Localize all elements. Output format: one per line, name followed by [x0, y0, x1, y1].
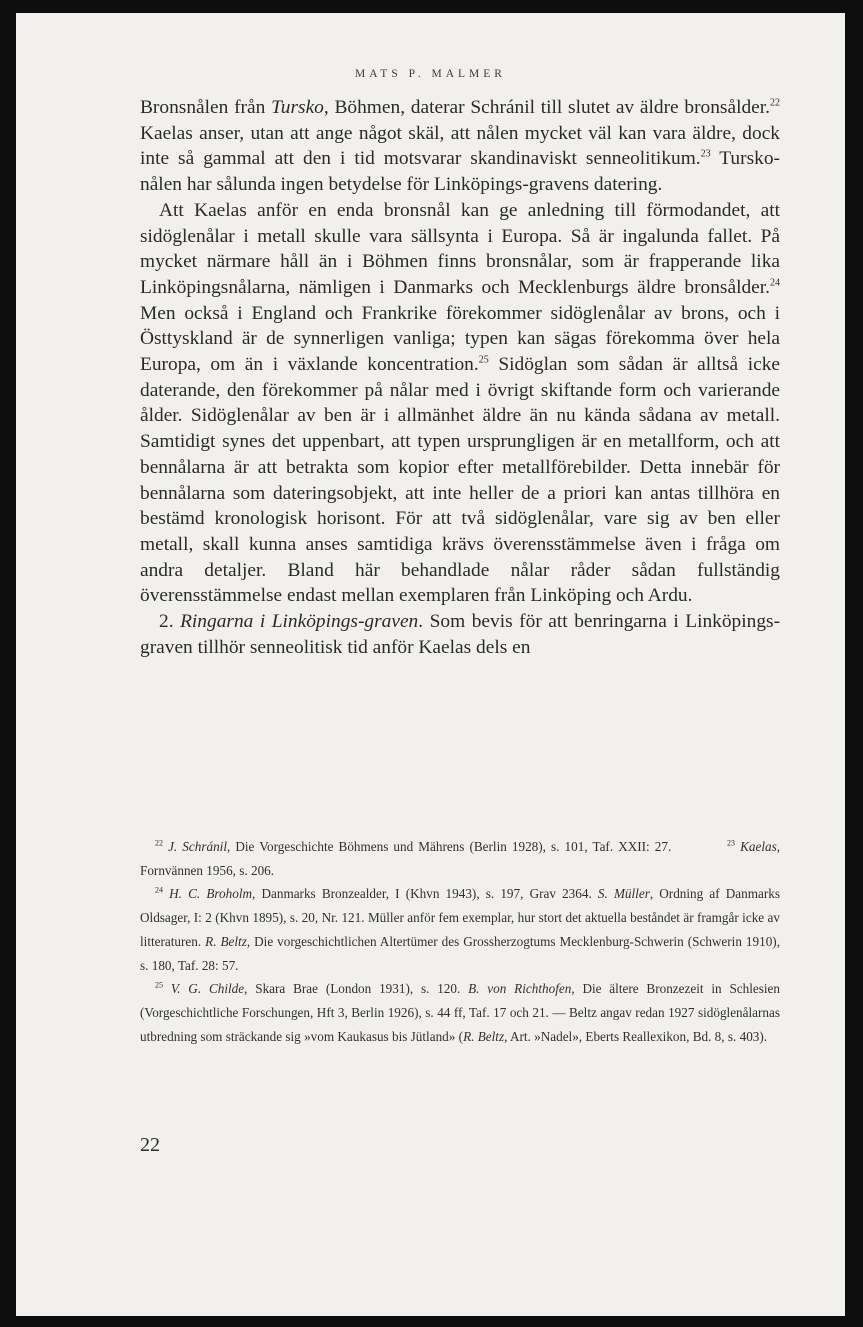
footnote-22-23: $^{22}$ J. Schránil, Die Vorgeschichte Böhmens und Mährens (Berlin 1928), s. 101, Taf. XXII: 27. $^{23}$ Kaelas, Fornvännen 1956, s. 206. [140, 838, 781, 878]
footnote-ref: 24 [770, 277, 780, 289]
footnote-25: $^{25}$ V. G. Childe, Skara Brae (London 1931), s. 120. B. von Richthofen, Die ältere Bronzezeit in Schlesien (Vorgeschichtliche Forschungen, Hft 3, Berlin 1926), s. 44 ff, Taf. 17 och 21. — Beltz angav redan 1927 sidöglenålarnas utbredning som sträckande sig »vom Kaukasus bis Jütland» (R. Beltz, Art. »Nadel», Eberts Reallexikon, Bd. 8, s. 403). [140, 980, 780, 1044]
footnote-24: $^{24}$ H. C. Broholm, Danmarks Bronzealder, I (Khvn 1943), s. 197, Grav 2364. S. Müller, Ordning af Danmarks Oldsager, I: 2 (Khvn 1895), s. 20, Nr. 121. Müller anför fem exemplar, hur stort det aktuella beståndet är framgår icke av litteraturen. R. Beltz, Die vorgeschichtlichen Altertümer des Grossherzogtums Mecklenburg-Schwerin (Schwerin 1910), s. 180, Taf. 28: 57. [140, 886, 780, 973]
italic-place-name: Tursko [271, 97, 324, 118]
book-page [16, 13, 845, 1316]
paragraph-1: Bronsnålen från Tursko, Böhmen, daterar Schránil till slutet av äldre bronsålder.$^{22}$ Kaelas anser, utan att ange något skäl, att nålen mycket väl kan vara äldre, dock inte så gammal att den i tid motsvarar skandinaviskt senneolitikum.$^{23}$ Tursko-nålen har sålunda ingen betydelse för Linköpings-gravens datering. [140, 97, 781, 196]
paragraph-3: 2. Ringarna i Linköpings-graven. Som bevis för att benringarna i Linköpings-graven tillhör senneolitisk tid anför Kaelas dels en [140, 611, 781, 658]
section-title: Ringarna i Linköpings-graven [180, 611, 419, 633]
footnote-ref: 22 [770, 97, 781, 109]
running-head: MATS P. MALMER [355, 68, 506, 80]
footnote-ref: 23 [700, 148, 711, 160]
page-number: 22 [140, 1134, 160, 1156]
body-text [140, 95, 780, 660]
section-number: 2. [159, 611, 181, 633]
footnote-ref: 25 [478, 354, 489, 366]
paragraph-2: Att Kaelas anför en enda bronsnål kan ge anledning till förmodandet, att sidöglenålar i metall skulle vara sällsynta i Europa. Så är ingalunda fallet. På mycket närmare håll än i Böhmen finns bronsnålar, som är frapperande lika Linköpingsnålarna, nämligen i Danmarks och Mecklenburgs äldre bronsålder.$^{24}$ Men också i England och Frankrike förekommer sidöglenålar av brons, och i Östtyskland är de synnerligen vanliga; typen kan sägas förekomma över hela Europa, om än i växlande koncentration.$^{25}$ Sidöglan som sådan är alltså icke daterande, den förekommer på nålar med i övrigt skiftande form och varierande ålder. Sidöglenålar av ben är i allmänhet äldre än nu kända sådana av metall. Samtidigt synes det uppenbart, att typen ursprungligen är en metallform, och att bennålarna är att betrakta som kopior efter metallförebilder. Detta innebär för bennålarna som dateringsobjekt, att inte heller de a priori kan antas tillhöra en bestämd kronologisk horisont. För att två sidöglenålar, vare sig av ben eller metall, skall kunna anses samtidiga krävs överensstämmelse även i fråga om andra detaljer. Bland här behandlade nålar råder sådan fullständig överensstämmelse endast mellan exemplaren från Linköping och Ardu. [140, 199, 780, 607]
footnotes [140, 835, 780, 1048]
